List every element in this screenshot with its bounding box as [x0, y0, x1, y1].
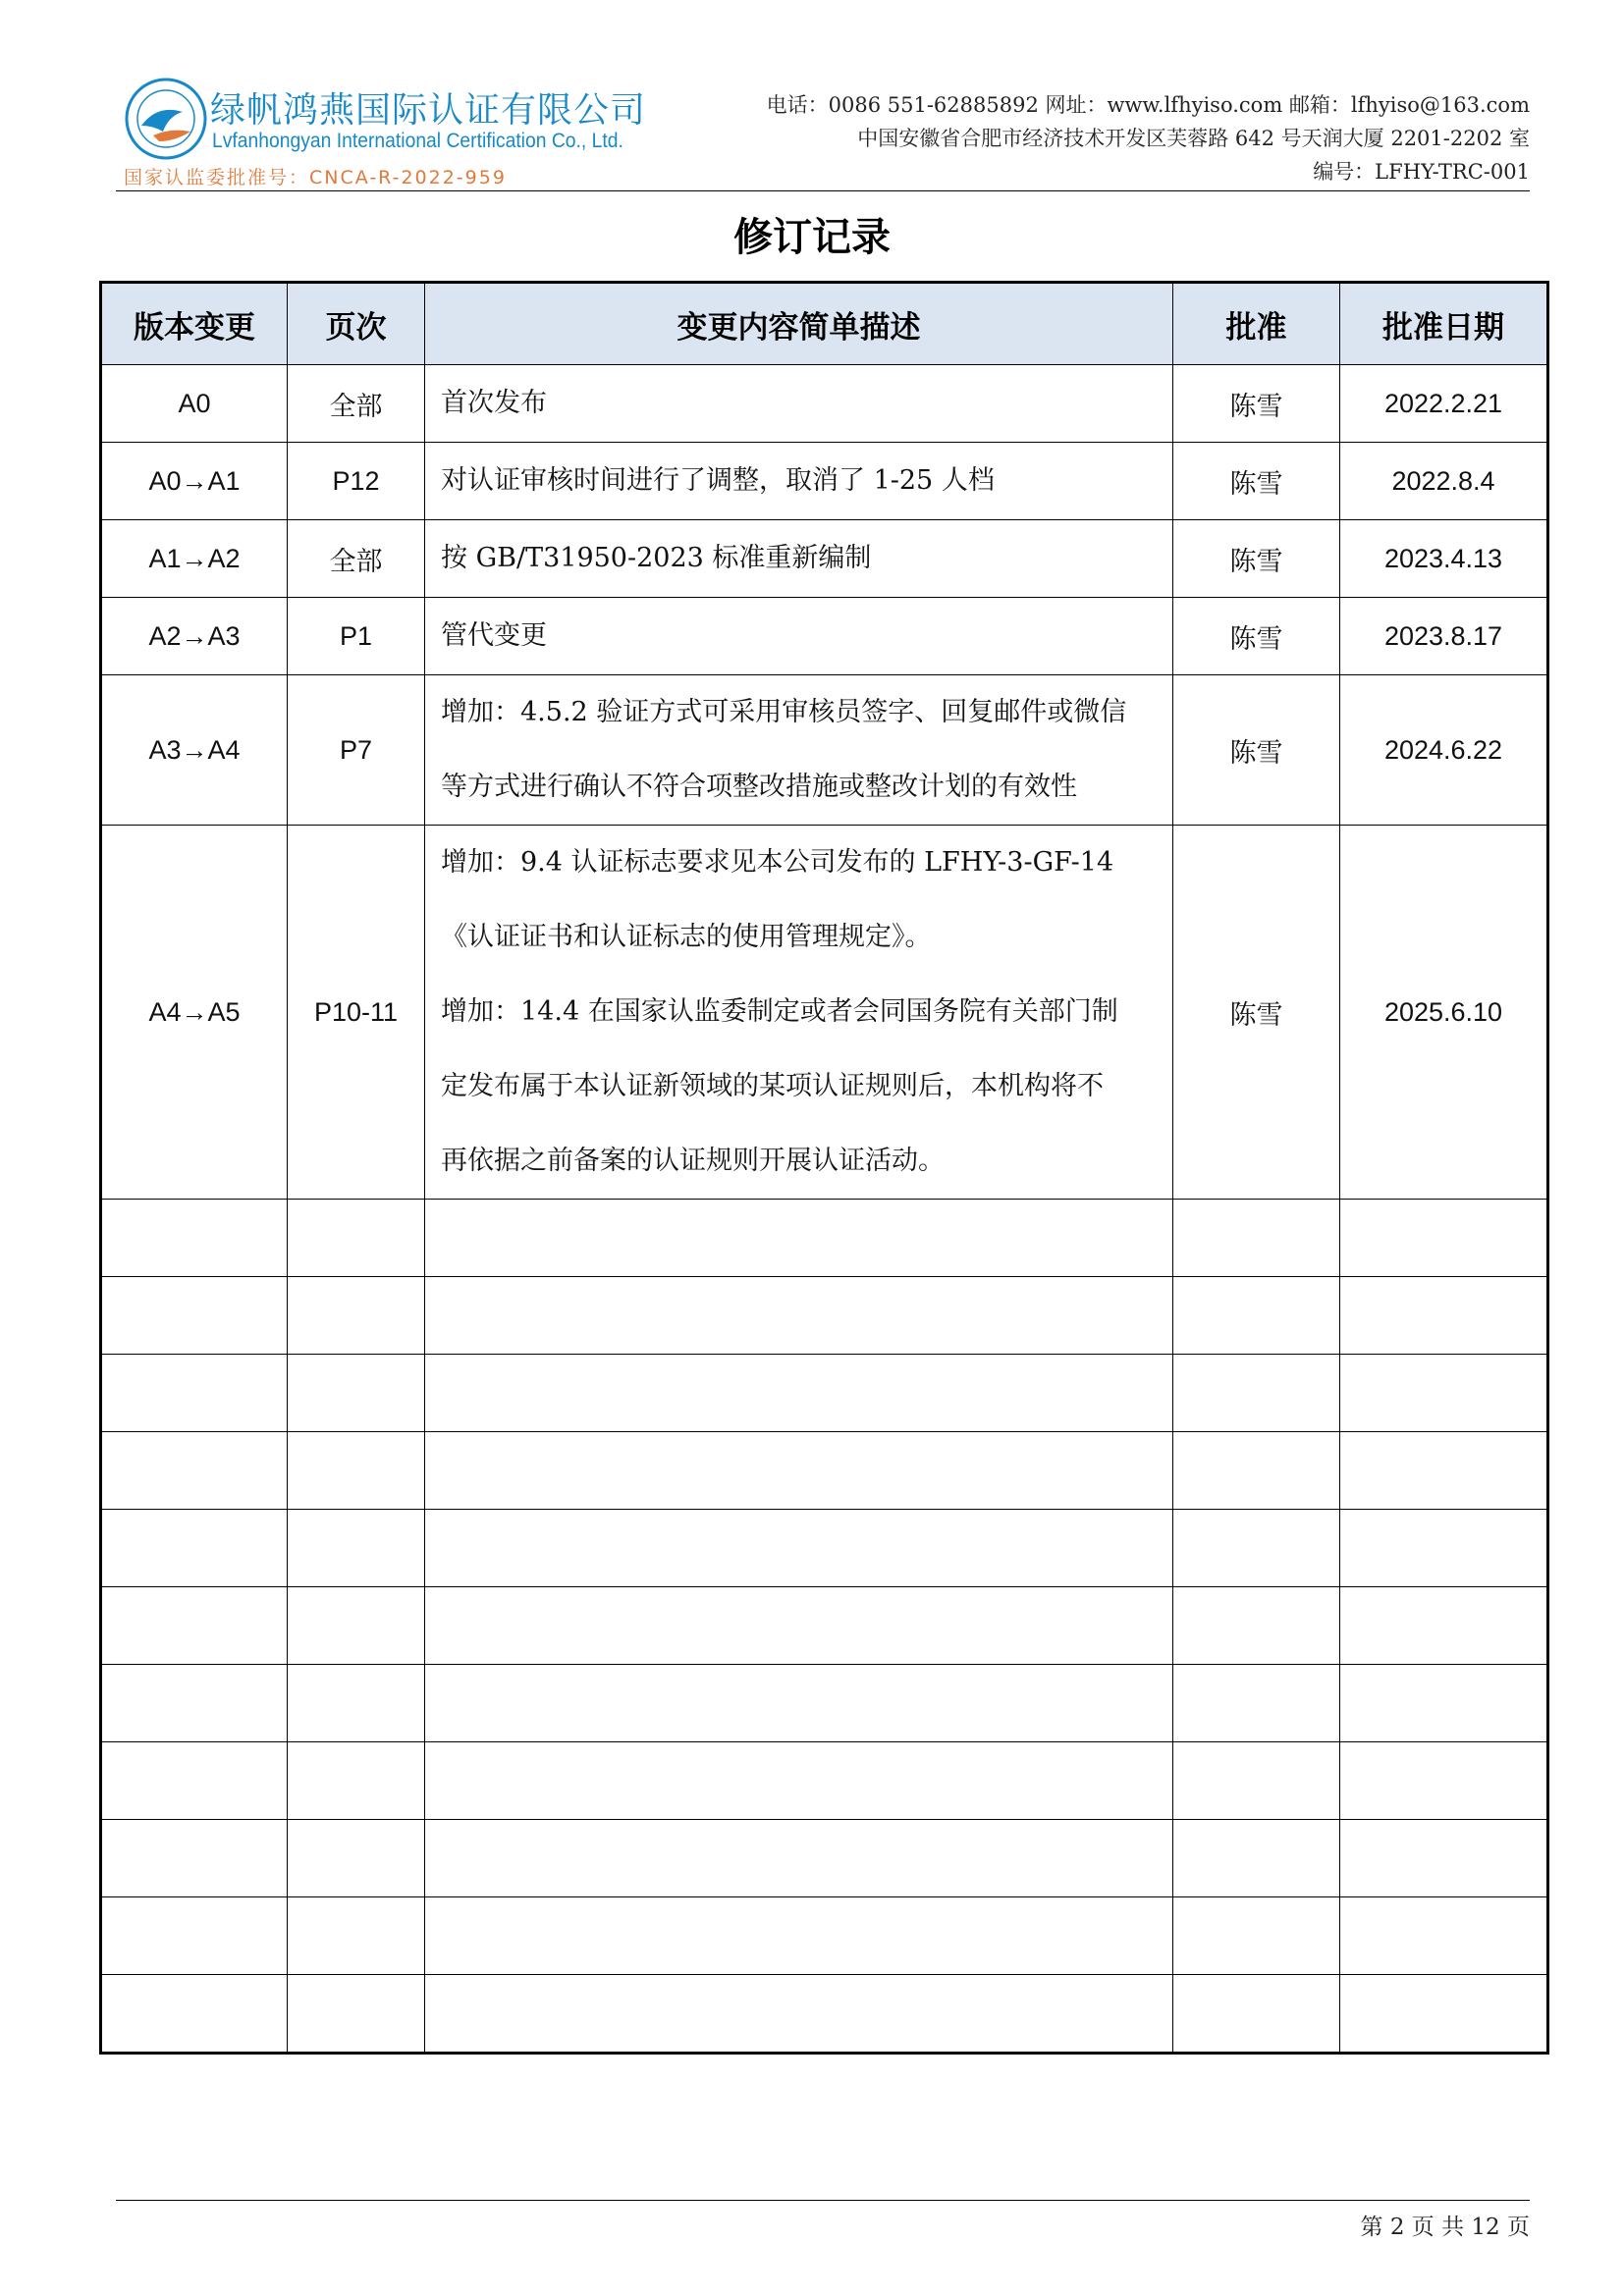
empty-cell	[288, 1975, 425, 2054]
empty-cell	[101, 1355, 288, 1432]
page-header	[116, 73, 1530, 190]
empty-cell	[101, 1587, 288, 1665]
empty-cell	[101, 1665, 288, 1742]
cell-page: P12	[288, 443, 425, 520]
empty-row	[101, 1200, 1548, 1277]
empty-cell	[425, 1510, 1173, 1587]
cell-version: A1→A2	[101, 520, 288, 598]
empty-cell	[101, 1510, 288, 1587]
description-line: 定发布属于本认证新领域的某项认证规则后，本机构将不	[441, 1071, 1104, 1101]
empty-row	[101, 1587, 1548, 1665]
cell-description	[425, 675, 1173, 826]
footer-divider	[116, 2200, 1530, 2201]
cell-page: 全部	[288, 520, 425, 598]
description-line: 等方式进行确认不符合项整改措施或整改计划的有效性	[441, 772, 1077, 802]
empty-cell	[1173, 1432, 1340, 1510]
table-row	[101, 598, 1548, 675]
cell-date: 2025.6.10	[1340, 826, 1548, 1200]
cell-page: P7	[288, 675, 425, 826]
page-total: 12	[1471, 2215, 1500, 2240]
description-line: 首次发布	[441, 388, 547, 418]
empty-cell	[1340, 1587, 1548, 1665]
empty-cell	[288, 1355, 425, 1432]
table-row	[101, 365, 1548, 443]
empty-cell	[101, 1432, 288, 1510]
cell-description	[425, 443, 1173, 520]
company-name-cn: 绿帆鸿燕国际认证有限公司	[210, 90, 647, 131]
cell-approver: 陈雪	[1173, 675, 1340, 826]
cell-description	[425, 598, 1173, 675]
cell-version: A2→A3	[101, 598, 288, 675]
empty-cell	[425, 1432, 1173, 1510]
empty-cell	[288, 1897, 425, 1975]
cell-approver: 陈雪	[1173, 443, 1340, 520]
empty-cell	[1340, 1742, 1548, 1820]
cell-description	[425, 826, 1173, 1200]
empty-cell	[101, 1975, 288, 2054]
cell-date: 2022.8.4	[1340, 443, 1548, 520]
empty-cell	[101, 1742, 288, 1820]
empty-cell	[1340, 1665, 1548, 1742]
empty-cell	[1340, 1510, 1548, 1587]
page-middle: 页 共	[1411, 2215, 1465, 2240]
header-date: 批准日期	[1340, 283, 1548, 365]
cell-description	[425, 520, 1173, 598]
cell-version: A0→A1	[101, 443, 288, 520]
empty-cell	[1173, 1277, 1340, 1355]
empty-cell	[425, 1355, 1173, 1432]
company-logo-icon	[124, 77, 208, 161]
empty-cell	[288, 1432, 425, 1510]
empty-cell	[1173, 1510, 1340, 1587]
empty-row	[101, 1897, 1548, 1975]
page-number	[1361, 2209, 1530, 2241]
header-version: 版本变更	[101, 283, 288, 365]
revision-table	[99, 281, 1549, 2055]
table-row	[101, 520, 1548, 598]
contact-line: 电话：0086 551-62885892 网址：www.lfhyiso.com 邮箱：lfhyiso@163.com	[766, 93, 1530, 117]
table-row	[101, 675, 1548, 826]
header-description: 变更内容简单描述	[425, 283, 1173, 365]
empty-cell	[1173, 1820, 1340, 1897]
description-line: 对认证审核时间进行了调整，取消了 1-25 人档	[441, 465, 995, 496]
empty-cell	[425, 1742, 1173, 1820]
empty-cell	[288, 1277, 425, 1355]
empty-row	[101, 1665, 1548, 1742]
empty-cell	[1173, 1665, 1340, 1742]
cell-version: A0	[101, 365, 288, 443]
cell-description	[425, 365, 1173, 443]
description-line: 增加：14.4 在国家认监委制定或者会同国务院有关部门制	[441, 996, 1118, 1027]
empty-cell	[1173, 1742, 1340, 1820]
cell-date: 2024.6.22	[1340, 675, 1548, 826]
description-line: 再依据之前备案的认证规则开展认证活动。	[441, 1146, 945, 1176]
empty-cell	[101, 1820, 288, 1897]
empty-cell	[425, 1820, 1173, 1897]
empty-cell	[288, 1587, 425, 1665]
cell-page: P1	[288, 598, 425, 675]
approval-number: 国家认监委批准号：CNCA-R-2022-959	[124, 167, 507, 188]
description-line: 管代变更	[441, 620, 547, 651]
empty-cell	[1173, 1975, 1340, 2054]
empty-cell	[288, 1510, 425, 1587]
description-line: 增加：4.5.2 验证方式可采用审核员签字、回复邮件或微信	[441, 697, 1127, 727]
empty-cell	[1173, 1897, 1340, 1975]
header-page: 页次	[288, 283, 425, 365]
page-prefix: 第	[1360, 2215, 1383, 2240]
page-current: 2	[1389, 2215, 1405, 2240]
empty-cell	[1340, 1975, 1548, 2054]
table-row	[101, 443, 1548, 520]
empty-cell	[288, 1742, 425, 1820]
empty-cell	[1173, 1587, 1340, 1665]
empty-row	[101, 1820, 1548, 1897]
empty-row	[101, 1975, 1548, 2054]
empty-cell	[425, 1587, 1173, 1665]
empty-cell	[288, 1820, 425, 1897]
empty-row	[101, 1355, 1548, 1432]
contact-block	[767, 88, 1530, 188]
empty-cell	[288, 1200, 425, 1277]
empty-cell	[1340, 1820, 1548, 1897]
header-approver: 批准	[1173, 283, 1340, 365]
empty-cell	[101, 1897, 288, 1975]
cell-date: 2023.8.17	[1340, 598, 1548, 675]
description-line: 按 GB/T31950-2023 标准重新编制	[441, 543, 872, 573]
revision-table-container	[99, 281, 1546, 2055]
empty-cell	[101, 1277, 288, 1355]
description-line: 《认证证书和认证标志的使用管理规定》。	[441, 922, 932, 952]
empty-cell	[288, 1665, 425, 1742]
cell-approver: 陈雪	[1173, 598, 1340, 675]
empty-cell	[1173, 1355, 1340, 1432]
empty-row	[101, 1432, 1548, 1510]
cell-version: A4→A5	[101, 826, 288, 1200]
empty-cell	[1173, 1200, 1340, 1277]
empty-row	[101, 1277, 1548, 1355]
empty-cell	[1340, 1355, 1548, 1432]
header-divider	[116, 190, 1530, 191]
empty-cell	[425, 1200, 1173, 1277]
empty-cell	[101, 1200, 288, 1277]
table-header-row	[101, 283, 1548, 365]
cell-approver: 陈雪	[1173, 520, 1340, 598]
company-name-en: Lvfanhongyan International Certification Co., Ltd.	[212, 130, 623, 152]
cell-version: A3→A4	[101, 675, 288, 826]
cell-approver: 陈雪	[1173, 826, 1340, 1200]
empty-row	[101, 1742, 1548, 1820]
page-suffix: 页	[1507, 2215, 1530, 2240]
table-row	[101, 826, 1548, 1200]
address-line: 中国安徽省合肥市经济技术开发区芙蓉路 642 号天润大厦 2201-2202 室	[857, 127, 1530, 150]
empty-row	[101, 1510, 1548, 1587]
cell-date: 2023.4.13	[1340, 520, 1548, 598]
empty-cell	[425, 1277, 1173, 1355]
cell-page: 全部	[288, 365, 425, 443]
document-number: 编号：LFHY-TRC-001	[1313, 160, 1530, 184]
empty-cell	[1340, 1432, 1548, 1510]
empty-cell	[425, 1897, 1173, 1975]
empty-cell	[1340, 1277, 1548, 1355]
cell-page: P10-11	[288, 826, 425, 1200]
empty-cell	[425, 1975, 1173, 2054]
empty-cell	[1340, 1897, 1548, 1975]
empty-cell	[425, 1665, 1173, 1742]
cell-approver: 陈雪	[1173, 365, 1340, 443]
description-line: 增加：9.4 认证标志要求见本公司发布的 LFHY-3-GF-14	[441, 847, 1114, 878]
cell-date: 2022.2.21	[1340, 365, 1548, 443]
empty-cell	[1340, 1200, 1548, 1277]
page-title: 修订记录	[733, 215, 891, 260]
